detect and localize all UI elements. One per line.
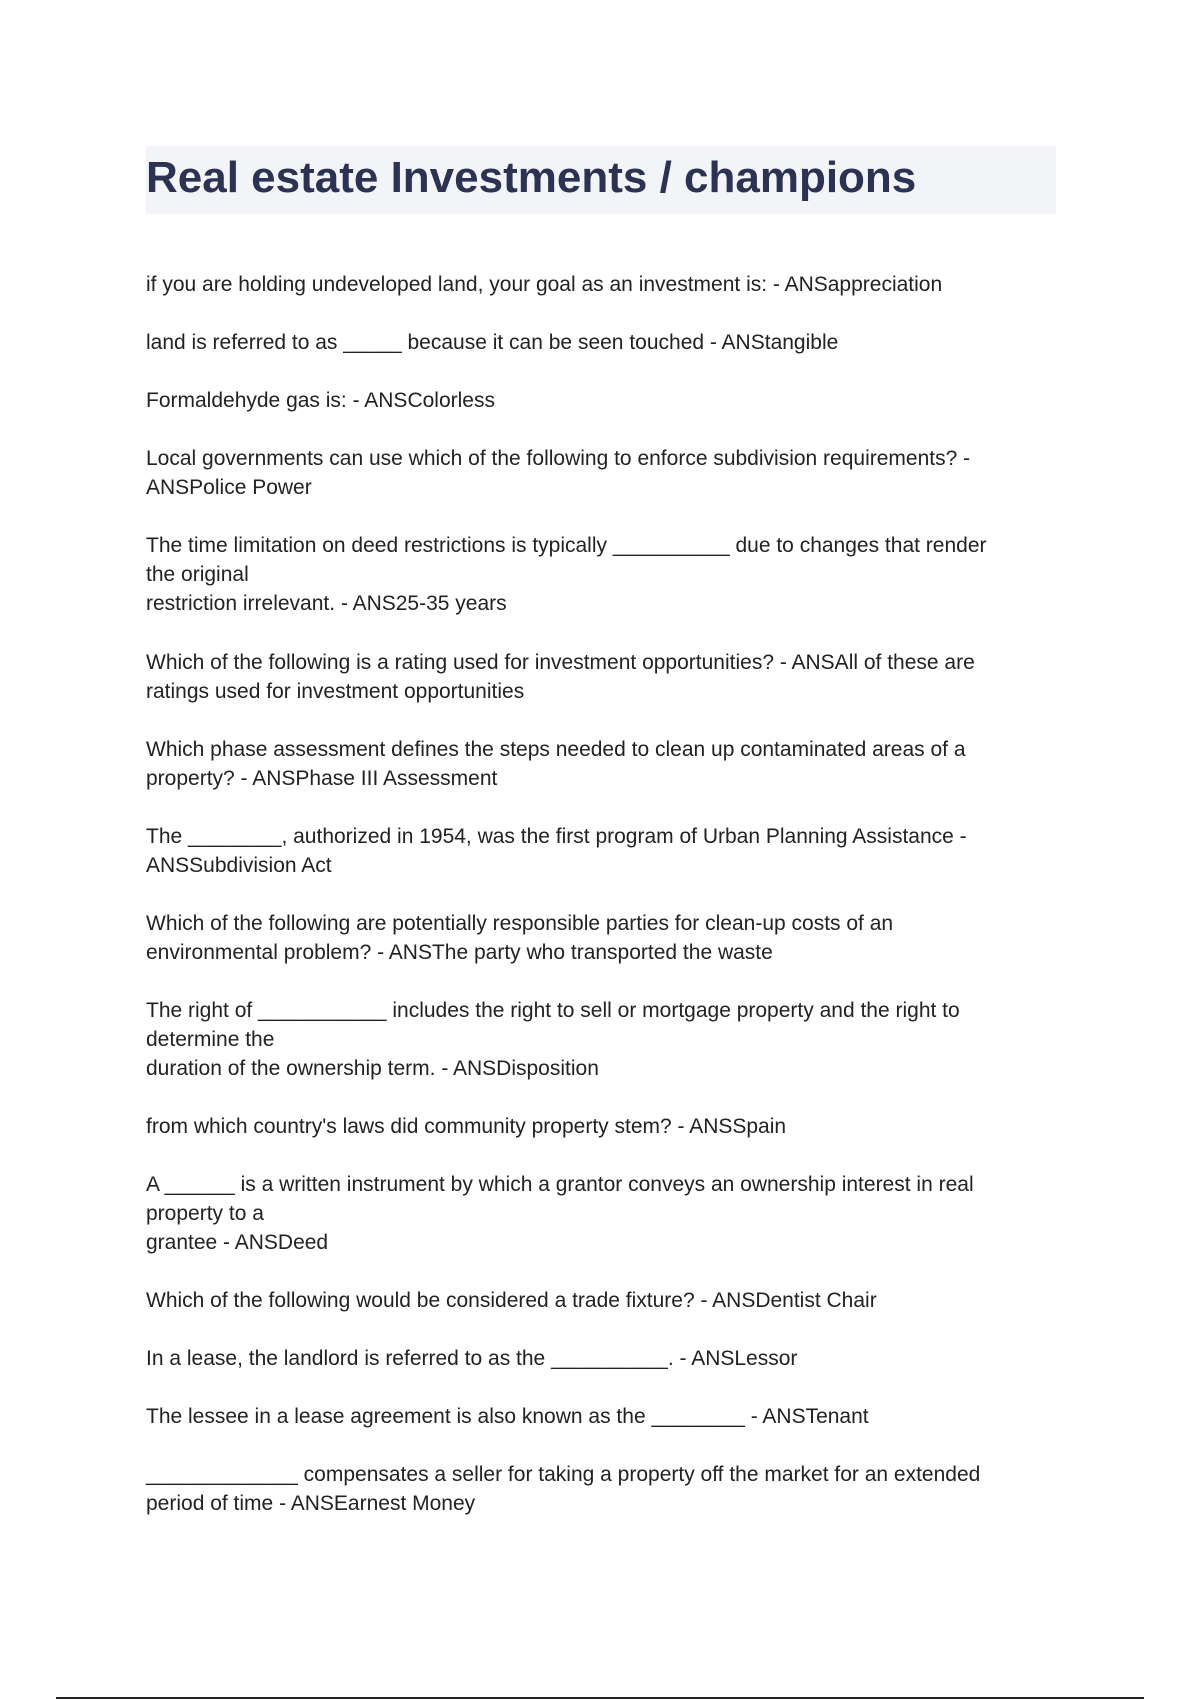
qa-line: the original — [146, 563, 249, 586]
qa-item — [146, 996, 1046, 1083]
qa-line: land is referred to as _____ because it can be seen touched - ANStangible — [146, 331, 839, 354]
qa-item — [146, 909, 1046, 967]
qa-line: Which phase assessment defines the steps needed to clean up contaminated areas of a — [146, 738, 966, 761]
qa-line: environmental problem? - ANSThe party who transported the waste — [146, 941, 773, 964]
qa-line: The lessee in a lease agreement is also known as the ________ - ANSTenant — [146, 1405, 869, 1428]
qa-line: determine the — [146, 1028, 275, 1051]
title-banner — [146, 146, 1056, 214]
qa-item — [146, 822, 1046, 880]
qa-item — [146, 328, 1046, 357]
qa-line: A ______ is a written instrument by which a grantor conveys an ownership interest in real — [146, 1173, 974, 1196]
qa-item — [146, 1286, 1046, 1315]
qa-line: _____________ compensates a seller for taking a property off the market for an extended — [146, 1463, 981, 1486]
qa-line: property? - ANSPhase III Assessment — [146, 767, 498, 790]
qa-item — [146, 270, 1046, 299]
qa-line: grantee - ANSDeed — [146, 1231, 329, 1254]
qa-line: ANSPolice Power — [146, 476, 312, 499]
qa-line: period of time - ANSEarnest Money — [146, 1492, 476, 1515]
qa-item — [146, 1344, 1046, 1373]
qa-line: Local governments can use which of the following to enforce subdivision requirements? - — [146, 447, 971, 470]
qa-line: The ________, authorized in 1954, was the first program of Urban Planning Assistance - — [146, 825, 967, 848]
qa-line: Which of the following are potentially responsible parties for clean-up costs of an — [146, 912, 894, 935]
qa-item — [146, 531, 1046, 618]
qa-item — [146, 735, 1046, 793]
qa-line: ratings used for investment opportunities — [146, 680, 525, 703]
qa-line: restriction irrelevant. - ANS25-35 years — [146, 592, 507, 615]
qa-item — [146, 1170, 1046, 1257]
qa-line: In a lease, the landlord is referred to as the __________. - ANSLessor — [146, 1347, 798, 1370]
qa-line: from which country's laws did community property stem? - ANSSpain — [146, 1115, 787, 1138]
qa-line: property to a — [146, 1202, 264, 1225]
qa-line: Which of the following is a rating used for investment opportunities? - ANSAll of these are — [146, 651, 975, 674]
qa-item — [146, 1460, 1046, 1518]
qa-line: ANSSubdivision Act — [146, 854, 332, 877]
qa-item — [146, 386, 1046, 415]
document-title: Real estate Investments / champions — [146, 153, 917, 202]
qa-line: Formaldehyde gas is: - ANSColorless — [146, 389, 495, 412]
footer-divider — [56, 1697, 1144, 1699]
qa-line: The right of ___________ includes the right to sell or mortgage property and the right to — [146, 999, 960, 1022]
qa-line: duration of the ownership term. - ANSDisposition — [146, 1057, 599, 1080]
qa-list — [146, 270, 1046, 1518]
qa-item — [146, 648, 1046, 706]
qa-line: Which of the following would be considered a trade fixture? - ANSDentist Chair — [146, 1289, 877, 1312]
qa-line: The time limitation on deed restrictions is typically __________ due to changes that render — [146, 534, 987, 557]
qa-item — [146, 1402, 1046, 1431]
qa-line: if you are holding undeveloped land, your goal as an investment is: - ANSappreciation — [146, 273, 943, 296]
qa-item — [146, 444, 1046, 502]
qa-item — [146, 1112, 1046, 1141]
